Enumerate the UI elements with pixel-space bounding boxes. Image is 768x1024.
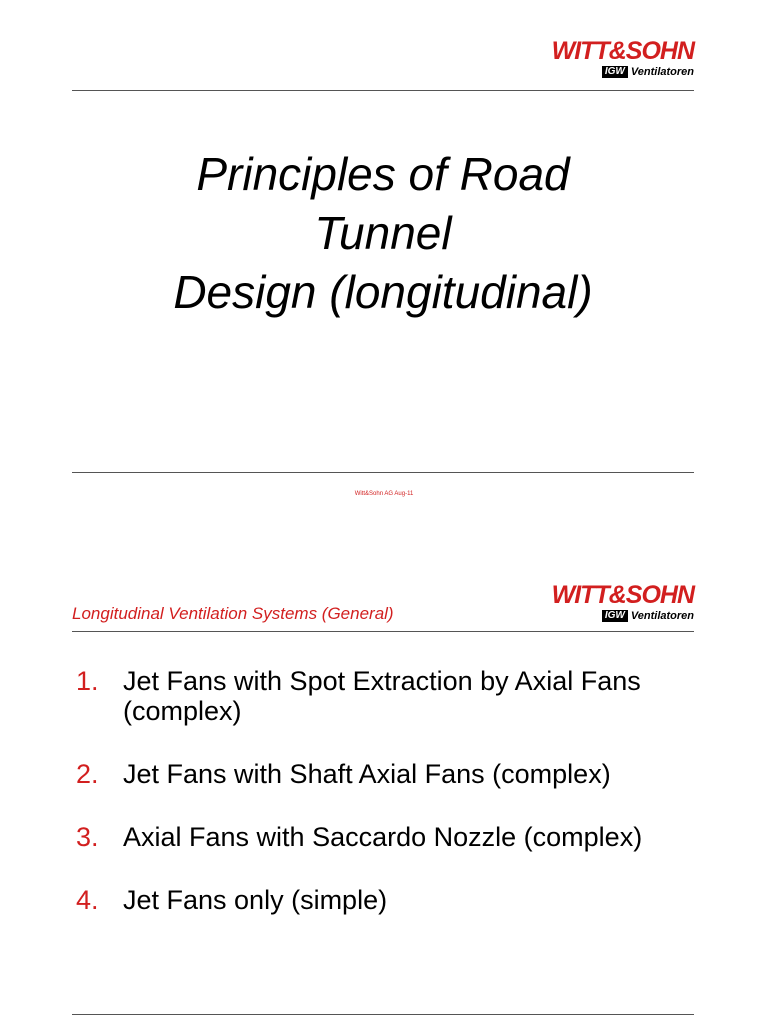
witt-sohn-logo — [542, 582, 694, 622]
title-line-2: Tunnel — [314, 207, 452, 259]
list-text: Jet Fans with Spot Extraction by Axial Fans (complex) — [123, 666, 641, 726]
list-item — [76, 666, 696, 726]
list-number: 1. — [76, 666, 99, 696]
footer-rule — [72, 472, 694, 473]
slide-ventilation-systems — [0, 540, 768, 1024]
title-line-3: Design (longitudinal) — [173, 266, 593, 318]
list-number: 3. — [76, 822, 99, 852]
logo-ventilatoren: Ventilatoren — [630, 610, 694, 622]
footer-rule — [72, 1014, 694, 1015]
list-item — [76, 822, 696, 852]
title-line-1: Principles of Road — [196, 148, 570, 200]
list-text: Axial Fans with Saccardo Nozzle (complex) — [123, 822, 643, 852]
logo-igw-badge: IGW — [602, 66, 628, 78]
logo-subline — [542, 66, 694, 78]
list-number: 2. — [76, 759, 99, 789]
slide-title-text — [72, 145, 694, 322]
list-text: Jet Fans with Shaft Axial Fans (complex) — [123, 759, 611, 789]
list-number: 4. — [76, 885, 99, 915]
witt-sohn-logo — [542, 38, 694, 78]
footer-note: Witt&Sohn AG Aug-11 — [354, 491, 414, 497]
logo-igw-badge: IGW — [602, 610, 628, 622]
list-item — [76, 885, 696, 915]
slide-heading: Longitudinal Ventilation Systems (General) — [72, 604, 394, 623]
logo-subline — [542, 610, 694, 622]
logo-ventilatoren: Ventilatoren — [630, 66, 694, 78]
list-text: Jet Fans only (simple) — [123, 885, 388, 915]
list-item — [76, 759, 696, 789]
logo-brand: WITT&SOHN — [551, 37, 694, 65]
header-rule — [72, 631, 694, 632]
header-rule — [72, 90, 694, 91]
ventilation-systems-list — [76, 666, 696, 948]
logo-brand: WITT&SOHN — [551, 581, 694, 609]
